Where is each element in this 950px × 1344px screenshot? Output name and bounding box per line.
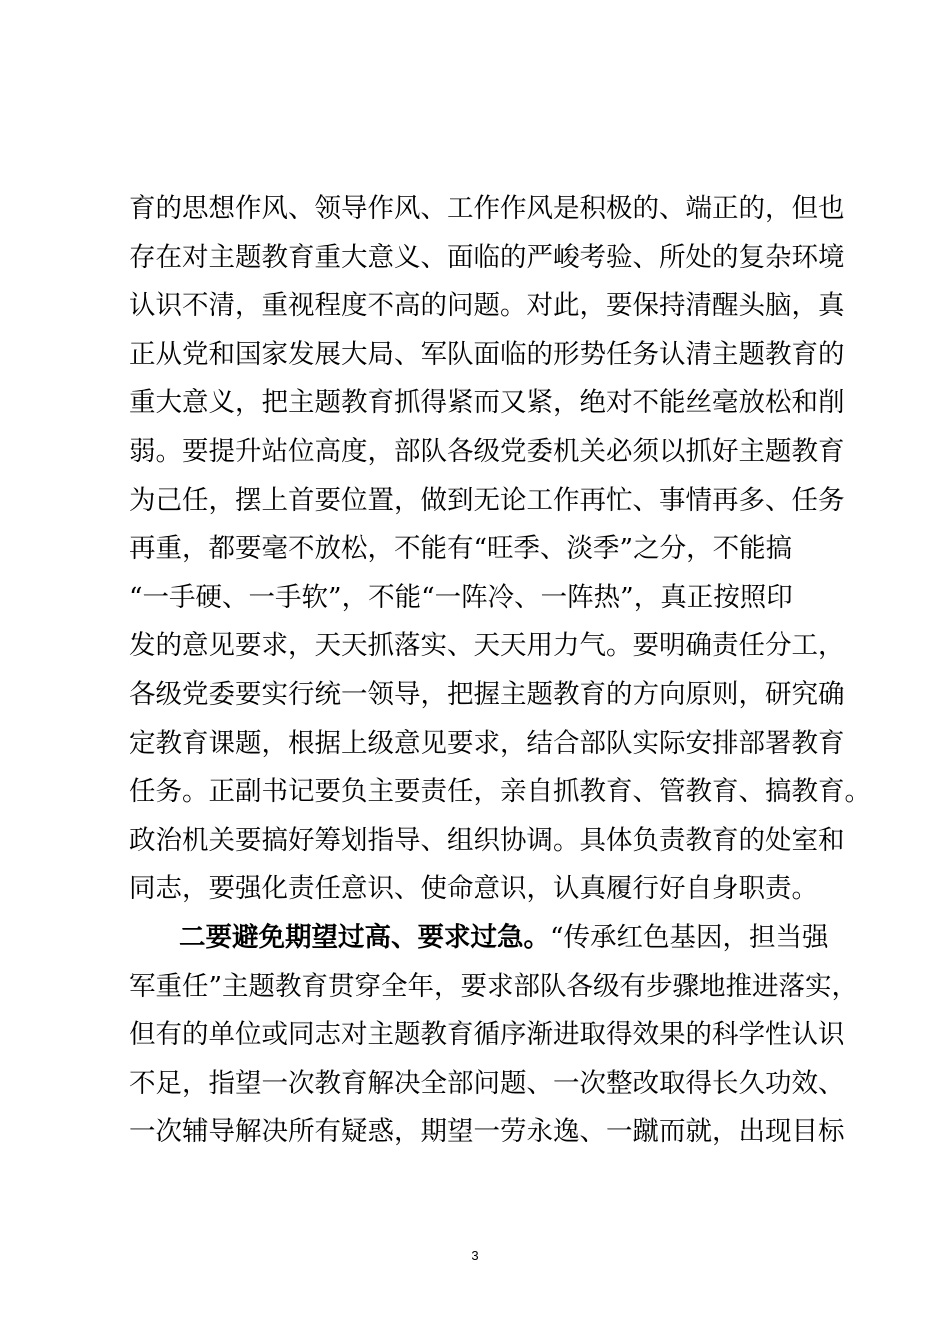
text-line — [129, 428, 849, 477]
text-line — [129, 477, 849, 526]
line-text: 定教育课题，根据上级意见要求，结合部队实际安排部署教育 — [129, 727, 845, 759]
line-text: “一手硬、一手软”，不能“一阵冷、一阵热”，真正按照印 — [129, 581, 793, 613]
line-text: 再重，都要毫不放松，不能有“旺季、淡季”之分，不能搞 — [129, 533, 793, 565]
text-line — [129, 622, 849, 671]
text-line — [129, 963, 859, 1012]
line-text: 认识不清，重视程度不高的问题。对此，要保持清醒头脑，真 — [129, 290, 845, 322]
page-number: 3 — [471, 1248, 479, 1263]
text-line — [129, 817, 849, 866]
paragraph-heading-line — [129, 914, 849, 963]
text-line — [129, 1108, 849, 1157]
line-text: 为己任，摆上首要位置，做到无论工作再忙、事情再多、任务 — [129, 484, 845, 516]
body-text — [129, 185, 871, 1157]
line-text: 发的意见要求，天天抓落实、天天用力气。要明确责任分工， — [129, 630, 845, 662]
text-line — [129, 720, 849, 769]
text-line — [129, 185, 849, 234]
text-line — [129, 525, 849, 574]
line-text: 各级党委要实行统一领导，把握主题教育的方向原则，研究确 — [129, 678, 845, 710]
line-text: 重大意义，把主题教育抓得紧而又紧，绝对不能丝毫放松和削 — [129, 387, 845, 419]
line-text: 任务。正副书记要负主要责任，亲自抓教育、管教育、搞教育。 — [129, 776, 871, 808]
text-line — [129, 574, 849, 623]
line-text: 政治机关要搞好筹划指导、组织协调。具体负责教育的处室和 — [129, 824, 845, 856]
line-text: 不足，指望一次教育解决全部问题、一次整改取得长久功效、 — [129, 1067, 845, 1099]
text-line — [129, 1060, 849, 1109]
text-line — [129, 865, 849, 914]
line-text: 一次辅导解决所有疑惑，期望一劳永逸、一蹴而就，出现目标 — [129, 1116, 845, 1148]
text-line — [129, 768, 871, 817]
line-text: 育的思想作风、领导作风、工作作风是积极的、端正的，但也 — [129, 193, 845, 224]
line-text: 存在对主题教育重大意义、面临的严峻考验、所处的复杂环境 — [129, 241, 845, 273]
text-line — [129, 282, 849, 331]
text-line — [129, 234, 849, 283]
paragraph-heading: 二要避免期望过高、要求过急。 — [179, 921, 550, 953]
line-text: 正从党和国家发展大局、军队面临的形势任务认清主题教育的 — [129, 338, 845, 370]
line-text: 同志，要强化责任意识、使命意识，认真履行好自身职责。 — [129, 873, 818, 905]
text-line — [129, 379, 849, 428]
line-text: 军重任”主题教育贯穿全年，要求部队各级有步骤地推进落实， — [129, 970, 859, 1002]
text-line — [129, 671, 849, 720]
line-text: 但有的单位或同志对主题教育循序渐进取得效果的科学性认识 — [129, 1019, 845, 1051]
line-text: 弱。要提升站位高度，部队各级党委机关必须以抓好主题教育 — [129, 435, 845, 467]
text-line — [129, 1011, 849, 1060]
line-text: “传承红色基因，担当强 — [550, 921, 829, 953]
text-line — [129, 331, 849, 380]
